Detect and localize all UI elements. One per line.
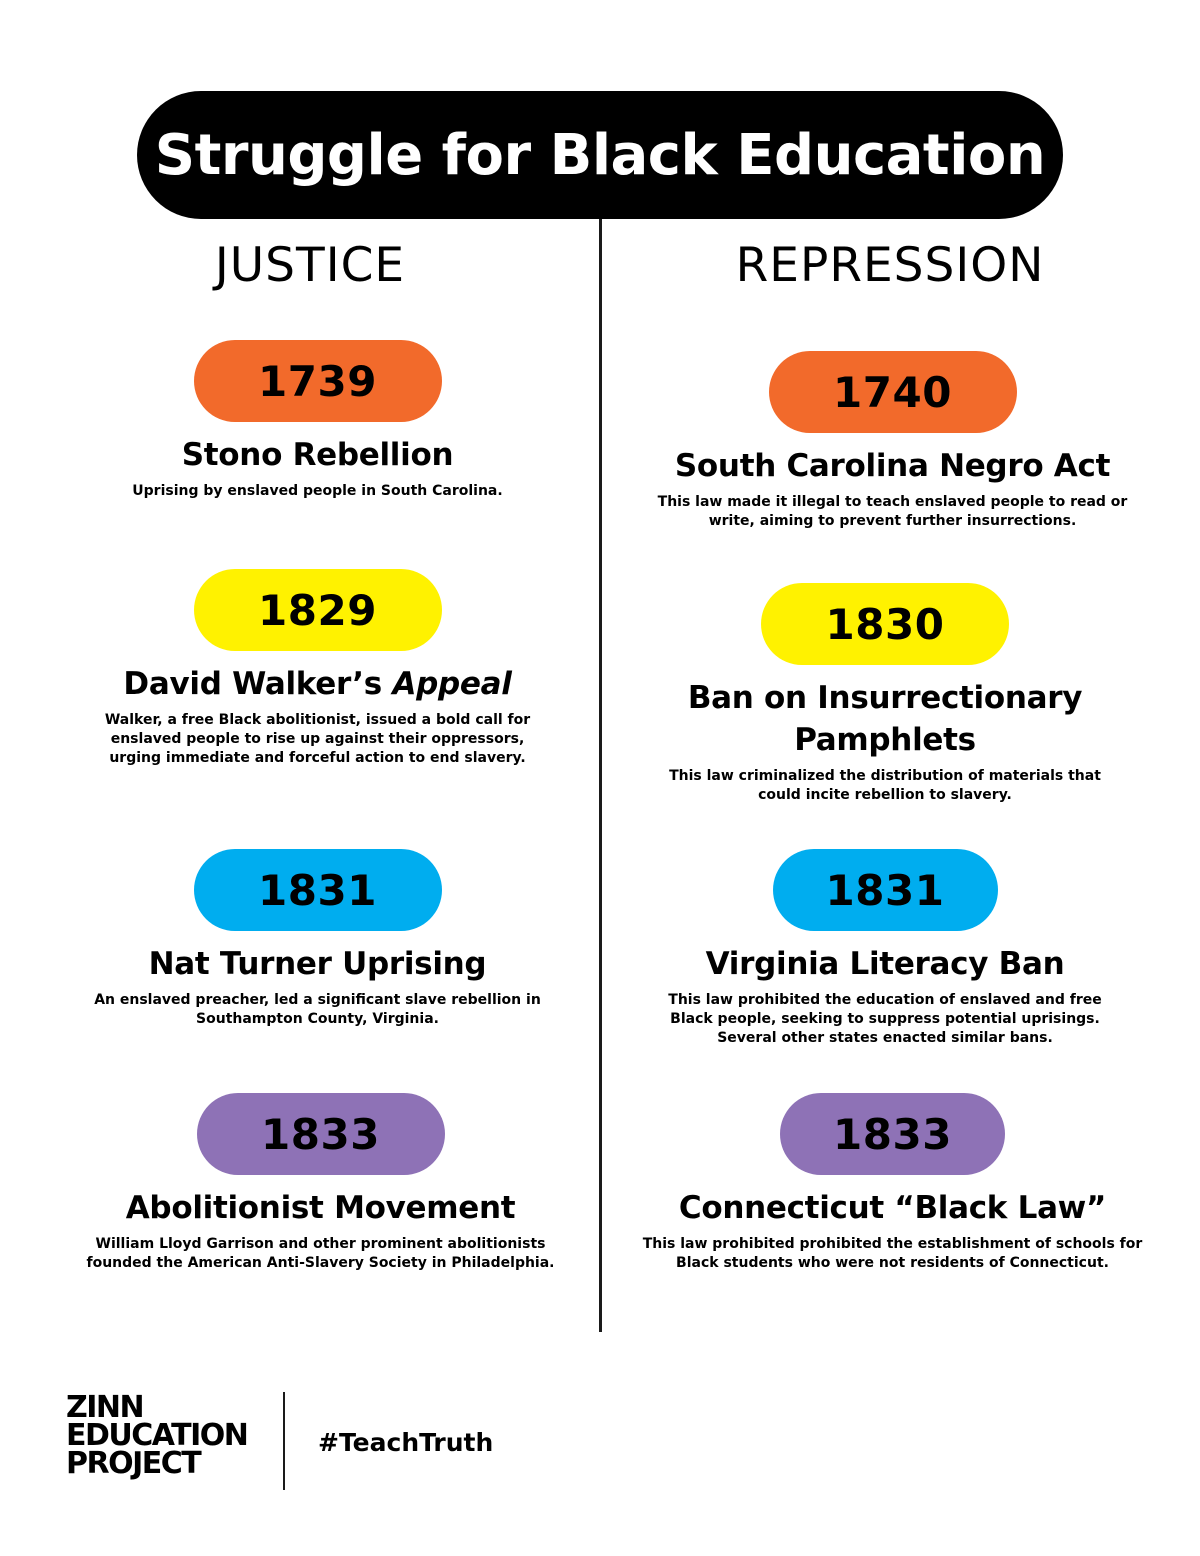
year-label: 1829 [258,585,377,635]
repression-heading: REPRESSION [735,238,1045,293]
justice-heading: JUSTICE [214,238,406,293]
event-title: Abolitionist Movement [125,1190,516,1226]
event-description: This law prohibited the education of enslaved and free Black people, seeking to suppress potential uprisings. Several other states enacted similar bans. [668,992,1102,1046]
footer-divider [283,1392,285,1490]
event-description: An enslaved preacher, led a significant slave rebellion in Southampton County, Virginia. [94,992,541,1027]
event-description: This law criminalized the distribution of materials that could incite rebellion to slavery. [669,768,1101,803]
justice-event-1831 [85,849,550,1029]
title-banner [137,91,1063,219]
logo-line: EDUCATION [66,1418,248,1453]
year-pill [761,583,1009,665]
year-pill [194,340,442,422]
event-title [85,663,550,705]
justice-event-1829 [85,569,550,768]
year-label: 1833 [833,1109,952,1159]
year-label: 1833 [261,1109,380,1159]
event-description: This law made it illegal to teach enslaved people to read or write, aiming to prevent further insurrections. [657,494,1128,529]
year-pill [769,351,1017,433]
event-title: Ban on Insurrectionary Pamphlets [687,680,1083,758]
event-description: This law prohibited prohibited the establishment of schools for Black students who were not residents of Connecticut. [642,1236,1143,1271]
event-title: Stono Rebellion [181,437,454,473]
event-title: South Carolina Negro Act [674,448,1111,484]
year-label: 1739 [258,356,377,406]
year-label: 1831 [825,865,945,915]
zinn-education-project-logo[interactable] [66,1390,248,1481]
year-pill [197,1093,445,1175]
event-title: Nat Turner Uprising [148,946,487,982]
center-divider [599,219,602,1332]
logo-line: ZINN [66,1390,144,1425]
year-label: 1831 [258,865,377,915]
event-description: Uprising by enslaved people in South Carolina. [132,483,503,499]
event-title-main: David Walker’s [123,666,393,702]
page-title: Struggle for Black Education [154,122,1046,188]
hashtag: #TeachTruth [318,1428,494,1457]
year-label: 1830 [825,599,945,649]
year-pill [194,849,442,931]
justice-event-1739 [110,340,525,501]
event-description: William Lloyd Garrison and other prominent abolitionists founded the American Anti-Slavery Society in Philadelphia. [86,1236,555,1271]
event-description: Walker, a free Black abolitionist, issued a bold call for enslaved people to rise up against their oppressors, urging immediate and forceful action to end slavery. [104,712,531,766]
repression-event-1740 [650,351,1135,531]
year-label: 1740 [833,367,952,417]
event-title: Connecticut “Black Law” [678,1190,1107,1226]
event-title-emphasis: Appeal [392,666,512,702]
repression-event-1830 [660,583,1110,805]
repression-event-1831 [660,849,1110,1048]
year-pill [773,849,998,931]
year-pill [780,1093,1005,1175]
logo-line: PROJECT [66,1446,201,1481]
repression-event-1833 [640,1093,1145,1273]
event-title: Virginia Literacy Ban [705,946,1065,982]
justice-event-1833 [78,1093,563,1273]
year-pill [194,569,442,651]
